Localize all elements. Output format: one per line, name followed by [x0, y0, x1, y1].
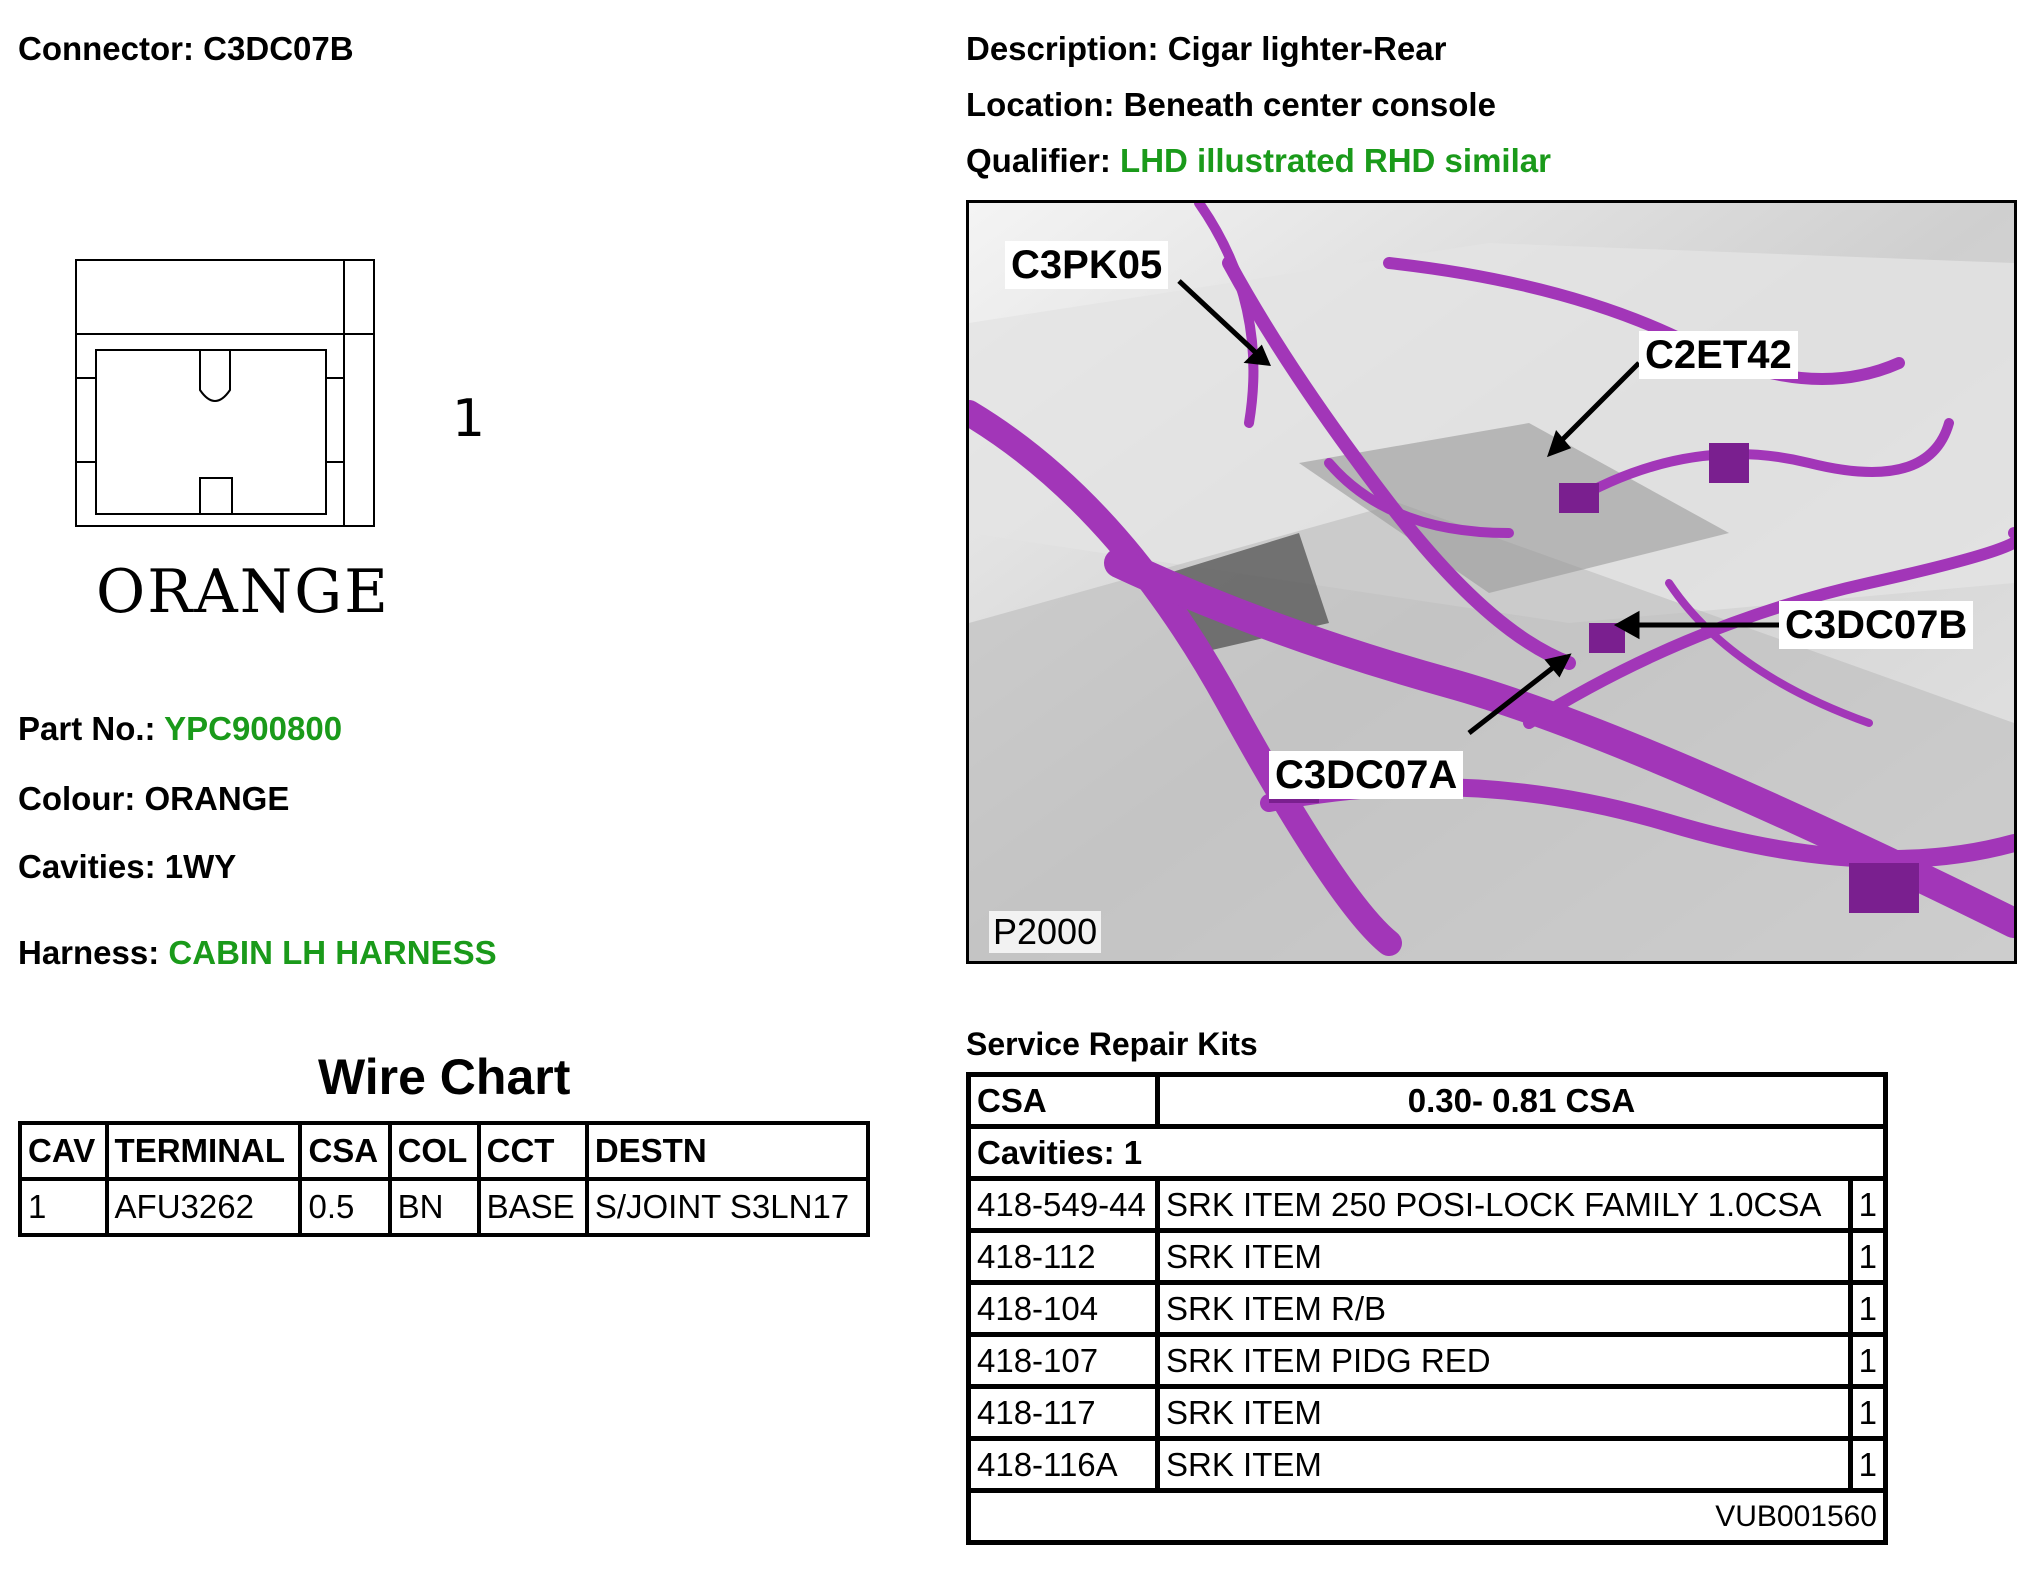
kit-qty: 1 [1850, 1231, 1885, 1283]
header-cav: CAV [20, 1123, 107, 1179]
kit-desc: SRK ITEM 250 POSI-LOCK FAMILY 1.0CSA [1158, 1179, 1851, 1231]
header-terminal: TERMINAL [107, 1123, 301, 1179]
description-label: Description: [966, 30, 1159, 67]
colour-label: Colour: [18, 780, 136, 817]
kit-part: 418-117 [969, 1387, 1158, 1439]
cavity-1 [200, 478, 232, 514]
kit-qty: 1 [1850, 1283, 1885, 1335]
kit-qty: 1 [1850, 1179, 1885, 1231]
kit-desc: SRK ITEM R/B [1158, 1283, 1851, 1335]
cavities-value: 1WY [164, 848, 237, 885]
cell-terminal: AFU3262 [107, 1179, 301, 1235]
connector-line [18, 30, 354, 68]
wire-chart-header-row [20, 1123, 868, 1179]
harness-illustration [969, 203, 2014, 961]
qualifier-label: Qualifier: [966, 142, 1111, 179]
connector-value: C3DC07B [203, 30, 354, 67]
header-cct: CCT [479, 1123, 587, 1179]
callout-c3pk05: C3PK05 [1005, 241, 1168, 289]
kits-csa-range: 0.30- 0.81 CSA [1158, 1075, 1886, 1127]
table-row [969, 1439, 1886, 1491]
kit-part: 418-112 [969, 1231, 1158, 1283]
header-col: COL [390, 1123, 479, 1179]
harness-value: CABIN LH HARNESS [168, 934, 497, 971]
table-row [969, 1231, 1886, 1283]
cell-destn: S/JOINT S3LN17 [587, 1179, 868, 1235]
cell-cct: BASE [479, 1179, 587, 1235]
colour-line [18, 780, 289, 818]
callout-c3dc07b: C3DC07B [1779, 601, 1973, 649]
kit-qty: 1 [1850, 1439, 1885, 1491]
part-no-line [18, 710, 342, 748]
description-line [966, 30, 1446, 68]
table-row [969, 1335, 1886, 1387]
table-row [969, 1387, 1886, 1439]
location-line [966, 86, 1496, 124]
header-csa: CSA [300, 1123, 389, 1179]
service-kits-title: Service Repair Kits [966, 1026, 1258, 1062]
kit-desc: SRK ITEM PIDG RED [1158, 1335, 1851, 1387]
table-row [969, 1179, 1886, 1231]
connector-face-diagram [60, 250, 500, 640]
kits-cavities-row [969, 1127, 1886, 1179]
photo-id: P2000 [989, 911, 1101, 953]
harness-line [18, 934, 497, 972]
kit-qty: 1 [1850, 1335, 1885, 1387]
location-photo [966, 200, 2017, 964]
cavities-label: Cavities: [18, 848, 156, 885]
pin-number-label: 1 [452, 389, 486, 449]
kit-part: 418-549-44 [969, 1179, 1158, 1231]
colour-value: ORANGE [144, 780, 290, 817]
kit-part: 418-104 [969, 1283, 1158, 1335]
harness-label: Harness: [18, 934, 160, 971]
location-label: Location: [966, 86, 1115, 123]
polarisation-key [200, 350, 230, 401]
table-row [969, 1283, 1886, 1335]
kits-csa-row [969, 1075, 1886, 1127]
kit-desc: SRK ITEM [1158, 1231, 1851, 1283]
part-no-value: YPC900800 [164, 710, 343, 747]
kit-desc: SRK ITEM [1158, 1439, 1851, 1491]
callout-c2et42: C2ET42 [1639, 331, 1798, 379]
description-value: Cigar lighter-Rear [1167, 30, 1447, 67]
kit-part: 418-107 [969, 1335, 1158, 1387]
cell-col: BN [390, 1179, 479, 1235]
kits-csa-label: CSA [969, 1075, 1158, 1127]
table-row [20, 1179, 868, 1235]
part-no-label: Part No.: [18, 710, 156, 747]
wire-chart-table [18, 1121, 870, 1237]
qualifier-line [966, 142, 1551, 180]
callout-c3dc07a: C3DC07A [1269, 751, 1463, 799]
header-destn: DESTN [587, 1123, 868, 1179]
cell-cav: 1 [20, 1179, 107, 1235]
cell-csa: 0.5 [300, 1179, 389, 1235]
wire-chart-title: Wire Chart [318, 1049, 571, 1105]
kits-cavities: Cavities: 1 [969, 1127, 1886, 1179]
kit-desc: SRK ITEM [1158, 1387, 1851, 1439]
cavities-line [18, 848, 236, 886]
kits-footer-id: VUB001560 [969, 1491, 1886, 1543]
kits-footer-row [969, 1491, 1886, 1543]
kit-part: 418-116A [969, 1439, 1158, 1491]
service-kits-table [966, 1072, 1888, 1545]
location-value: Beneath center console [1123, 86, 1496, 123]
connector-label: Connector: [18, 30, 194, 67]
qualifier-value: LHD illustrated RHD similar [1120, 142, 1551, 179]
colour-caption: ORANGE [96, 557, 390, 627]
kit-qty: 1 [1850, 1387, 1885, 1439]
